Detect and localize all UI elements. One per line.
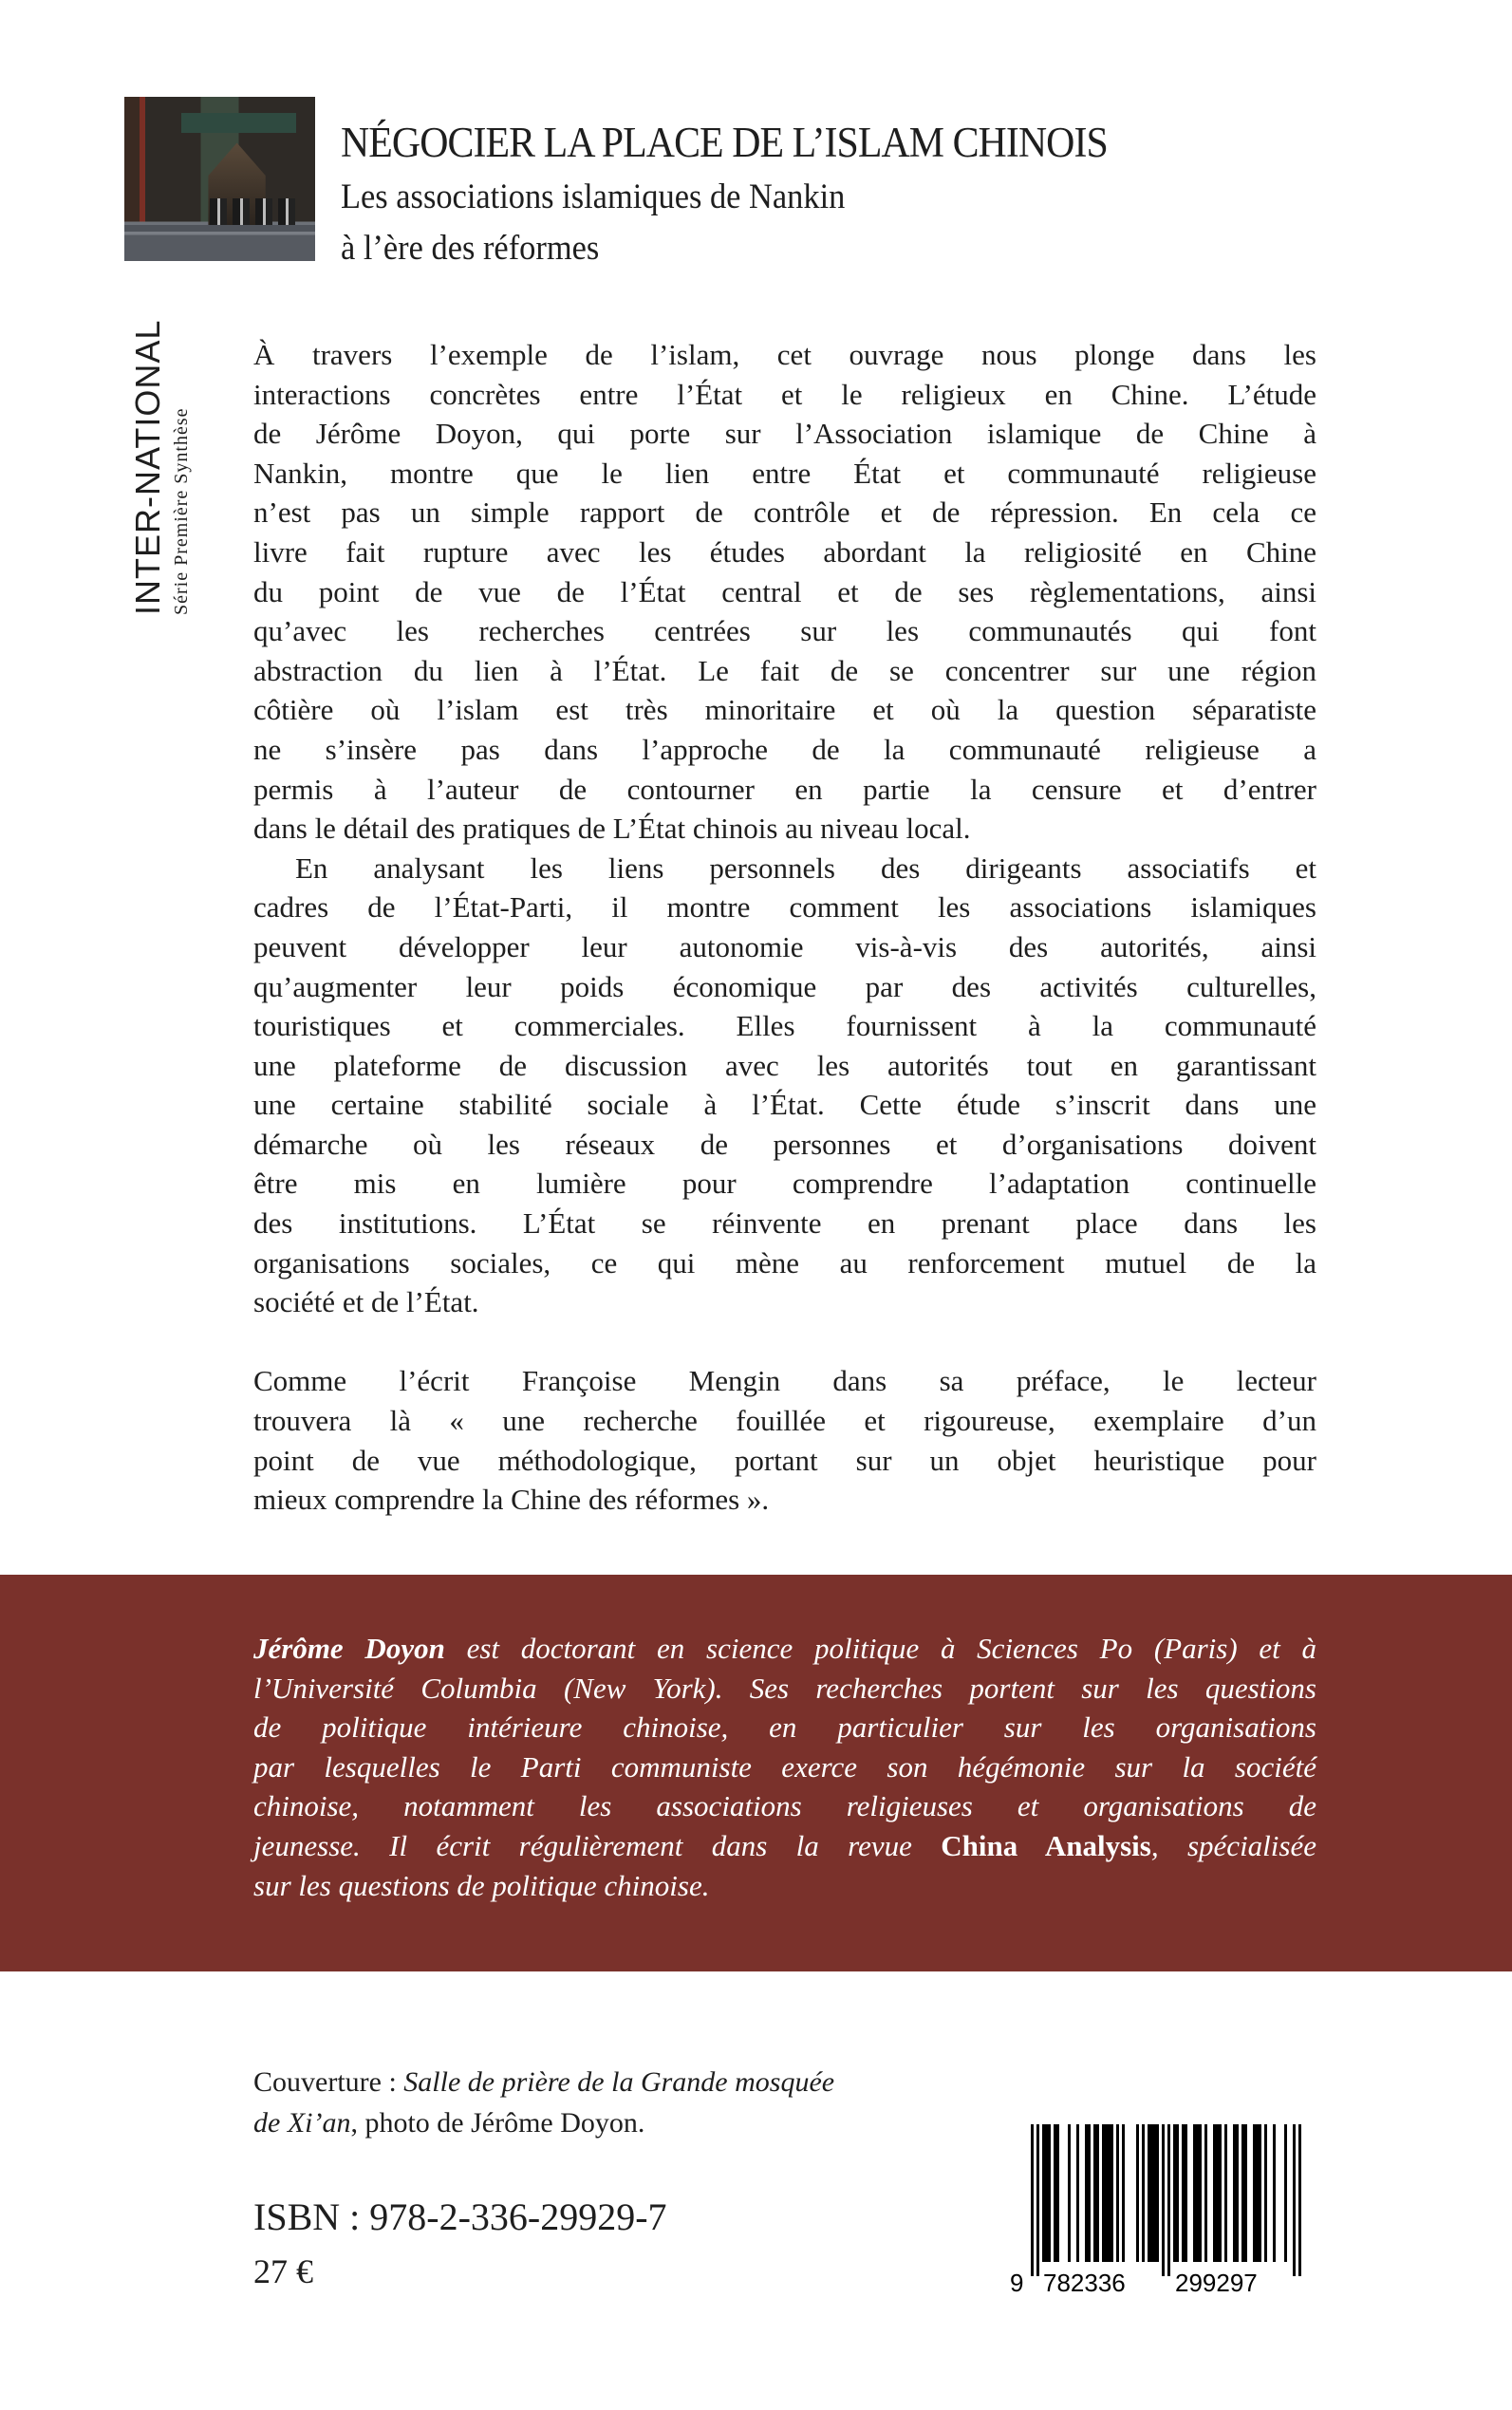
barcode-bar [1167,2124,1170,2276]
blurb-line: peuvent développer leur autonomie vis-à-vis des autorités, ainsi [253,929,1316,963]
author-name: Jérôme Doyon [253,1632,445,1665]
barcode-bar [1182,2124,1185,2262]
blurb-line: qu’augmenter leur poids économique par des activités culturelles, [253,969,1316,1003]
blurb-line: organisations sociales, ce qui mène au renforcement mutuel de la [253,1245,1316,1280]
blurb-line: ne s’insère pas dans l’approche de la communauté religieuse a [253,732,1316,766]
barcode-bar [1056,2124,1059,2262]
barcode-bar [1111,2124,1113,2262]
barcode-bar [1108,2124,1111,2262]
book-subtitle-line-1: Les associations islamiques de Nankin [341,177,846,216]
barcode-bar [1199,2124,1202,2262]
blurb-line: de Jérôme Doyon, qui porte sur l’Association islamique de Chine à [253,417,1316,451]
barcode-bar [1122,2124,1125,2262]
barcode-bar [1236,2124,1239,2262]
bio-line: de politique intérieure chinoise, en particulier sur les organisations [253,1710,1316,1745]
bio-text: est doctorant en science politique à Sciences Po (Paris) et à [444,1632,1316,1665]
barcode-bar [1264,2124,1267,2262]
barcode-bar [1116,2124,1119,2262]
barcode-bar [1244,2124,1247,2262]
barcode-bar [1162,2124,1165,2276]
blurb-line: être mis en lumière pour comprendre l’adaptation continuelle [253,1167,1316,1201]
journal-name: China Analysis [941,1828,1151,1862]
bio-line: chinoise, notamment les associations religieuses et organisations de [253,1789,1316,1823]
blurb-line: interactions concrètes entre l’État et le religieux en Chine. L’étude [253,377,1316,411]
barcode-bar [1096,2124,1099,2262]
blurb-line: du point de vue de l’État central et de ses règlementations, ainsi [253,574,1316,608]
barcode-bar [1253,2124,1256,2262]
barcode-bar [1076,2124,1079,2262]
barcode-digits: 782336 [1043,2269,1126,2295]
blurb-line: point de vue méthodologique, portant sur un objet heuristique pour [253,1443,1316,1477]
barcode-bar [1259,2124,1261,2262]
barcode-bar [1150,2124,1153,2262]
blurb-line: une certaine stabilité sociale à l’État. Cette étude s’inscrit dans une [253,1088,1316,1122]
barcode-bar [1224,2124,1227,2262]
blurb-line: dans le détail des pratiques de L’État chinois au niveau local. [253,812,971,846]
barcode-bar [1105,2124,1108,2262]
bio-line: sur les questions de politique chinoise. [253,1868,710,1902]
photo-credit: , photo de Jérôme Doyon. [350,2107,645,2139]
bio-line: par lesquelles le Parti communiste exerce son hégémonie sur la société [253,1749,1316,1784]
bio-text: , spécialisée [1150,1828,1316,1862]
cover-photo-thumbnail [124,97,315,261]
blurb-line: cadres de l’État-Parti, il montre comment les associations islamiques [253,890,1316,925]
blurb-line: société et de l’État. [253,1285,479,1319]
book-title: NÉGOCIER LA PLACE DE L’ISLAM CHINOIS [341,119,1108,166]
cover-credit [253,2062,834,2143]
barcode-digits: 9 [1010,2269,1024,2295]
barcode-bar [1233,2124,1236,2262]
blurb-line: qu’avec les recherches centrées sur les communautés qui font [253,614,1316,648]
barcode-bar [1216,2124,1219,2262]
barcode-bar [1193,2124,1196,2262]
blurb-line: abstraction du lien à l’État. Le fait de se concentrer sur une région [253,653,1316,687]
blurb-line: Comme l’écrit Françoise Mengin dans sa préface, le lecteur [253,1364,1316,1398]
barcode-bar [1136,2124,1139,2262]
author-bio [253,1629,1316,1905]
barcode-bar [1176,2124,1179,2262]
barcode-bar [1284,2124,1287,2262]
blurb-line: n’est pas un simple rapport de contrôle et de répression. En cela ce [253,495,1316,530]
blurb-line: À travers l’exemple de l’islam, cet ouvrage nous plonge dans les [253,338,1316,371]
blurb-line: côtière où l’islam est très minoritaire et où la question séparatiste [253,693,1316,727]
barcode-bar [1036,2124,1039,2276]
barcode-bar [1156,2124,1159,2262]
barcode-bar [1298,2124,1301,2276]
blurb-line: permis à l’auteur de contourner en partie la censure et d’entrer [253,772,1316,806]
barcode-digits: 299297 [1175,2269,1258,2295]
barcode-bar [1042,2124,1045,2262]
series-name: INTER-NATIONAL [128,319,167,615]
blurb-line: livre fait rupture avec les études abordant la religiosité en Chine [253,534,1316,569]
barcode-bar [1031,2124,1034,2276]
blurb-line: démarche où les réseaux de personnes et d’organisations doivent [253,1127,1316,1161]
barcode-bar [1054,2124,1056,2262]
blurb-line: mieux comprendre la Chine des réformes ». [253,1483,770,1517]
ean13-barcode [1004,2124,1327,2295]
cover-credit-label: Couverture : [253,2066,397,2098]
blurb-line: une plateforme de discussion avec les autorités tout en garantissant [253,1048,1316,1082]
blurb-line: touristiques et commerciales. Elles fournissent à la communauté [253,1009,1316,1043]
cover-caption: Salle de prière de la Grande mosquée [403,2066,835,2098]
barcode-bar [1148,2124,1150,2262]
series-subtitle: Série Première Synthèse [171,407,192,615]
barcode-bar [1204,2124,1207,2262]
barcode-bar [1085,2124,1088,2262]
barcode-bar [1293,2124,1296,2276]
barcode-bar [1093,2124,1096,2262]
barcode-bar [1256,2124,1259,2262]
blurb-line: des institutions. L’État se réinvente en prenant place dans les [253,1206,1316,1241]
barcode-bar [1153,2124,1156,2262]
bio-line: l’Université Columbia (New York). Ses recherches portent sur les questions [253,1671,1316,1705]
barcode-bar [1045,2124,1048,2262]
barcode-bar [1185,2124,1187,2262]
bio-text: jeunesse. Il écrit régulièrement dans la revue [253,1828,942,1862]
barcode-bar [1068,2124,1071,2262]
back-cover-blurb [253,335,1316,1520]
book-subtitle-line-2: à l’ère des réformes [341,229,600,268]
blurb-line: trouvera là « une recherche fouillée et rigoureuse, exemplaire d’un [253,1404,1316,1438]
isbn: ISBN : 978-2-336-29929-7 [253,2195,667,2238]
barcode-bar [1196,2124,1199,2262]
barcode-bar [1241,2124,1244,2262]
price: 27 € [253,2252,313,2290]
blurb-line: En analysant les liens personnels des dirigeants associatifs et [295,850,1316,885]
cover-caption-place: de Xi’an [253,2107,351,2139]
barcode-bar [1142,2124,1145,2262]
barcode-bar [1273,2124,1276,2262]
barcode-bar [1173,2124,1176,2262]
barcode-bar [1088,2124,1091,2262]
barcode-bar [1048,2124,1051,2262]
barcode-bar [1219,2124,1222,2262]
barcode-bar [1102,2124,1105,2262]
barcode-bar [1213,2124,1216,2262]
blurb-line: Nankin, montre que le lien entre État et communauté religieuse [253,456,1316,490]
